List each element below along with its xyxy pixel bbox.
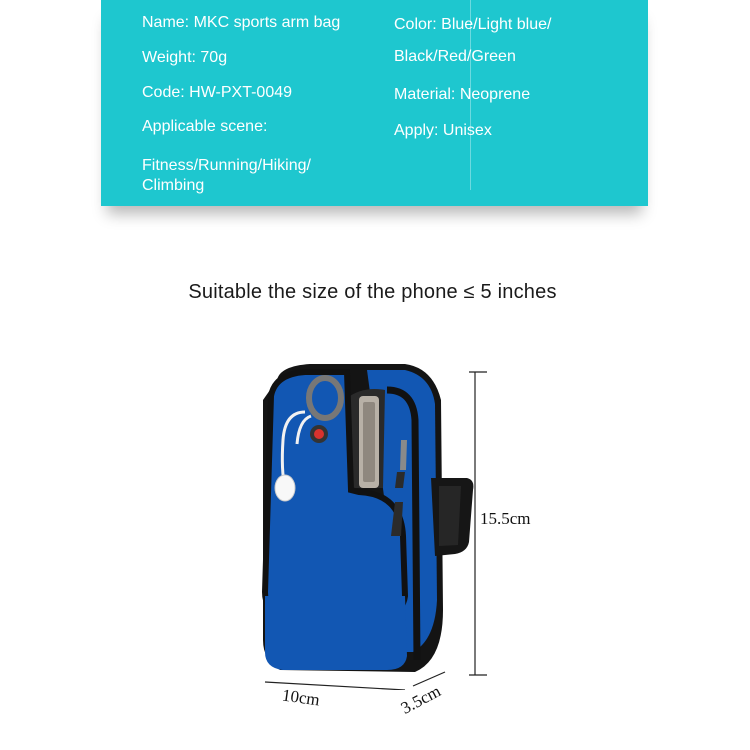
width-label: 10cm [280,685,321,710]
height-label: 15.5cm [480,509,531,528]
spec-code: Code: HW-PXT-0049 [142,84,293,101]
spec-name: Name: MKC sports arm bag [142,14,341,31]
arm-strap-inner [439,486,461,546]
zipper-pull-1 [400,440,407,470]
spec-scene-label: Applicable scene: [142,118,268,135]
phone-screen [363,402,375,482]
spec-weight: Weight: 70g [142,49,228,66]
earphone-hole-red [314,429,324,439]
depth-label: 3.5cm [397,681,444,718]
spec-color: Color: Blue/Light blue/ [394,16,552,33]
phone-size-headline: Suitable the size of the phone ≤ 5 inches [188,281,557,303]
spec-material: Material: Neoprene [394,86,531,103]
spec-scene-value-1: Fitness/Running/Hiking/ [142,157,311,174]
spec-scene-value-2: Climbing [142,177,205,194]
earbud [275,475,295,501]
lower-pocket [265,596,407,670]
arm-bag-illustration [255,360,495,690]
spec-color-cont: Black/Red/Green [394,48,516,65]
spec-apply: Apply: Unisex [394,122,492,139]
